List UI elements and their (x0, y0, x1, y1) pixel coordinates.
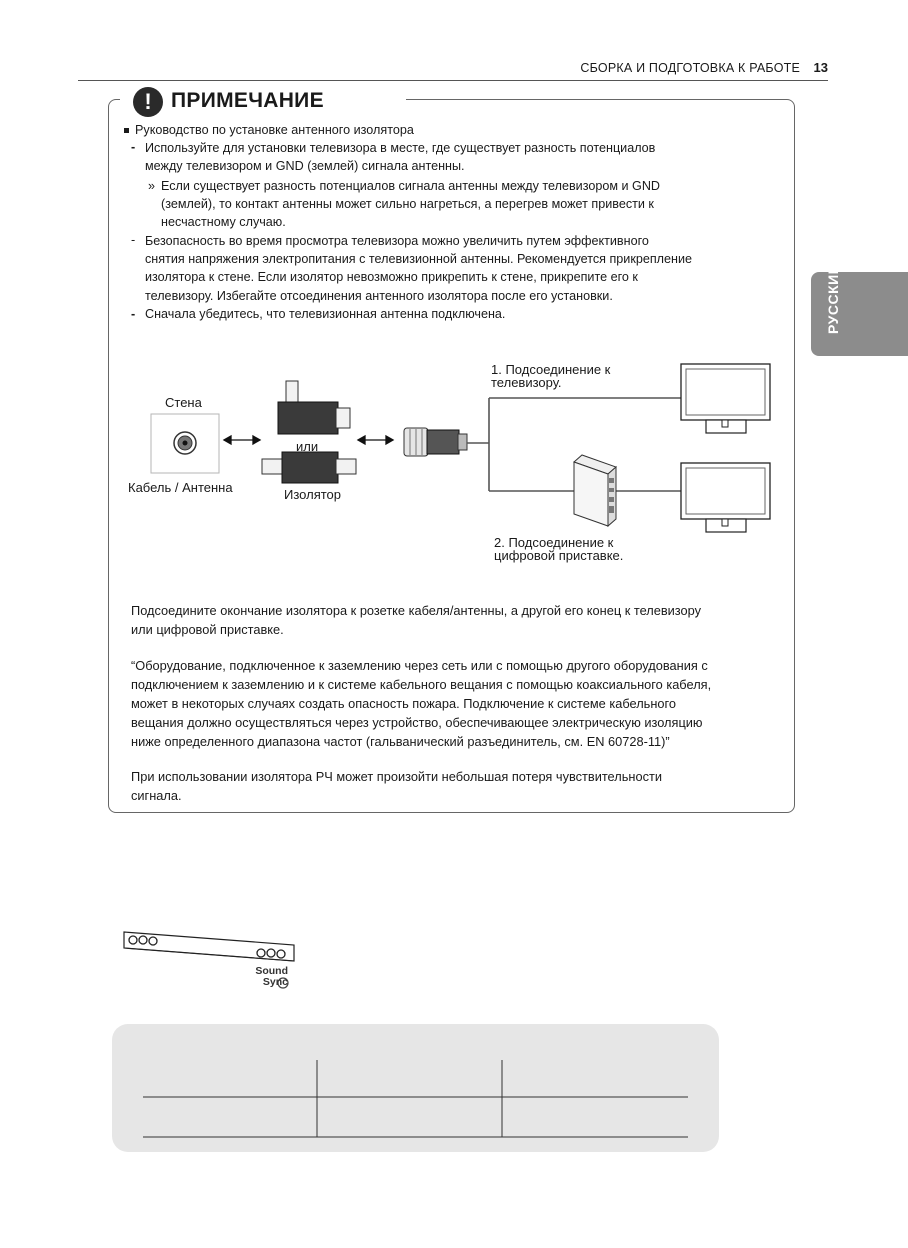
double-arrow-icon (224, 436, 260, 444)
note-item-line: Используйте для установки телевизора в месте, где существует разность потенциалов (145, 141, 656, 155)
note-item-line: Безопасность во время просмотра телевизора можно увеличить путем эффективного (145, 234, 649, 248)
tv-icon (681, 364, 770, 433)
stb-connection-label: 2. Подсоединение к (494, 535, 614, 550)
note-paragraph: “Оборудование, подключенное к заземлению через сеть или с помощью другого оборудования с подключением к заземлению и к системе кабельного вещания с помощью коаксиального кабеля, может в некоторых случаях создать опасность пожара. Подключение к системе кабельного вещания должно осуществляться через устройство, обеспечивающее электрическую изоляцию ниже определенного диапазона частот (гальванический разъединитель, см. EN 60728-11)” (131, 658, 712, 749)
note-item-line: изолятора к стене. Если изолятор невозможно прикрепить к стене, прикрепите его к (145, 270, 638, 284)
sub-bullet-marker: » (148, 179, 156, 193)
section-title: СБОРКА И ПОДГОТОВКА К РАБОТЕ (580, 61, 800, 75)
note-heading: Руководство по установке антенного изолятора (135, 123, 414, 137)
language-tab-label: РУССКИЙ (825, 263, 841, 334)
dash-bullet: - (131, 140, 136, 154)
coaxial-plug-icon (404, 428, 467, 456)
empty-table (112, 1024, 719, 1152)
isolator-label: Изолятор (284, 487, 341, 502)
tv-connection-label: телевизору. (491, 375, 562, 390)
page-number: 13 (813, 60, 828, 75)
note-paragraph: При использовании изолятора РЧ может произойти небольшая потеря чувствительности сигнала. (131, 769, 662, 803)
or-label: или (296, 439, 319, 454)
note-sub-line: несчастному случаю. (161, 215, 286, 229)
tv-icon (681, 463, 770, 532)
stb-connection-label: цифровой приставке. (494, 548, 624, 563)
straight-isolator-icon (262, 452, 356, 483)
sound-sync-logo: Sound Sync (255, 965, 288, 988)
note-item-line: Сначала убедитесь, что телевизионная антенна подключена. (145, 307, 506, 321)
exclamation-icon: ! (133, 87, 163, 117)
wall-socket-icon (151, 414, 219, 473)
note-item-line: между телевизором и GND (землей) сигнала антенны. (145, 159, 465, 173)
cable-antenna-label: Кабель / Антенна (128, 480, 233, 495)
note-sub-line: (землей), то контакт антенны может сильно нагреться, а перегрев может привести к (161, 197, 654, 211)
note-sub-line: Если существует разность потенциалов сигнала антенны между телевизором и GND (161, 179, 661, 193)
set-top-box-icon (574, 455, 616, 526)
note-item-line: телевизору. Избегайте отсоединения антенного изолятора после его установки. (145, 289, 613, 303)
dash-bullet: - (131, 233, 136, 247)
note-paragraph: Подсоедините окончание изолятора к розетке кабеля/антенны, а другой его конец к телевизору или цифровой приставке. (131, 603, 702, 637)
tv-connection-label: 1. Подсоединение к (491, 362, 611, 377)
double-arrow-icon (358, 436, 393, 444)
note-item-line: снятия напряжения электропитания с телевизионной антенны. Рекомендуется прикрепление (145, 252, 693, 266)
wall-label: Стена (165, 395, 202, 410)
angled-isolator-icon (278, 381, 350, 434)
dash-bullet: - (131, 307, 136, 321)
note-title: ПРИМЕЧАНИЕ (171, 89, 324, 112)
